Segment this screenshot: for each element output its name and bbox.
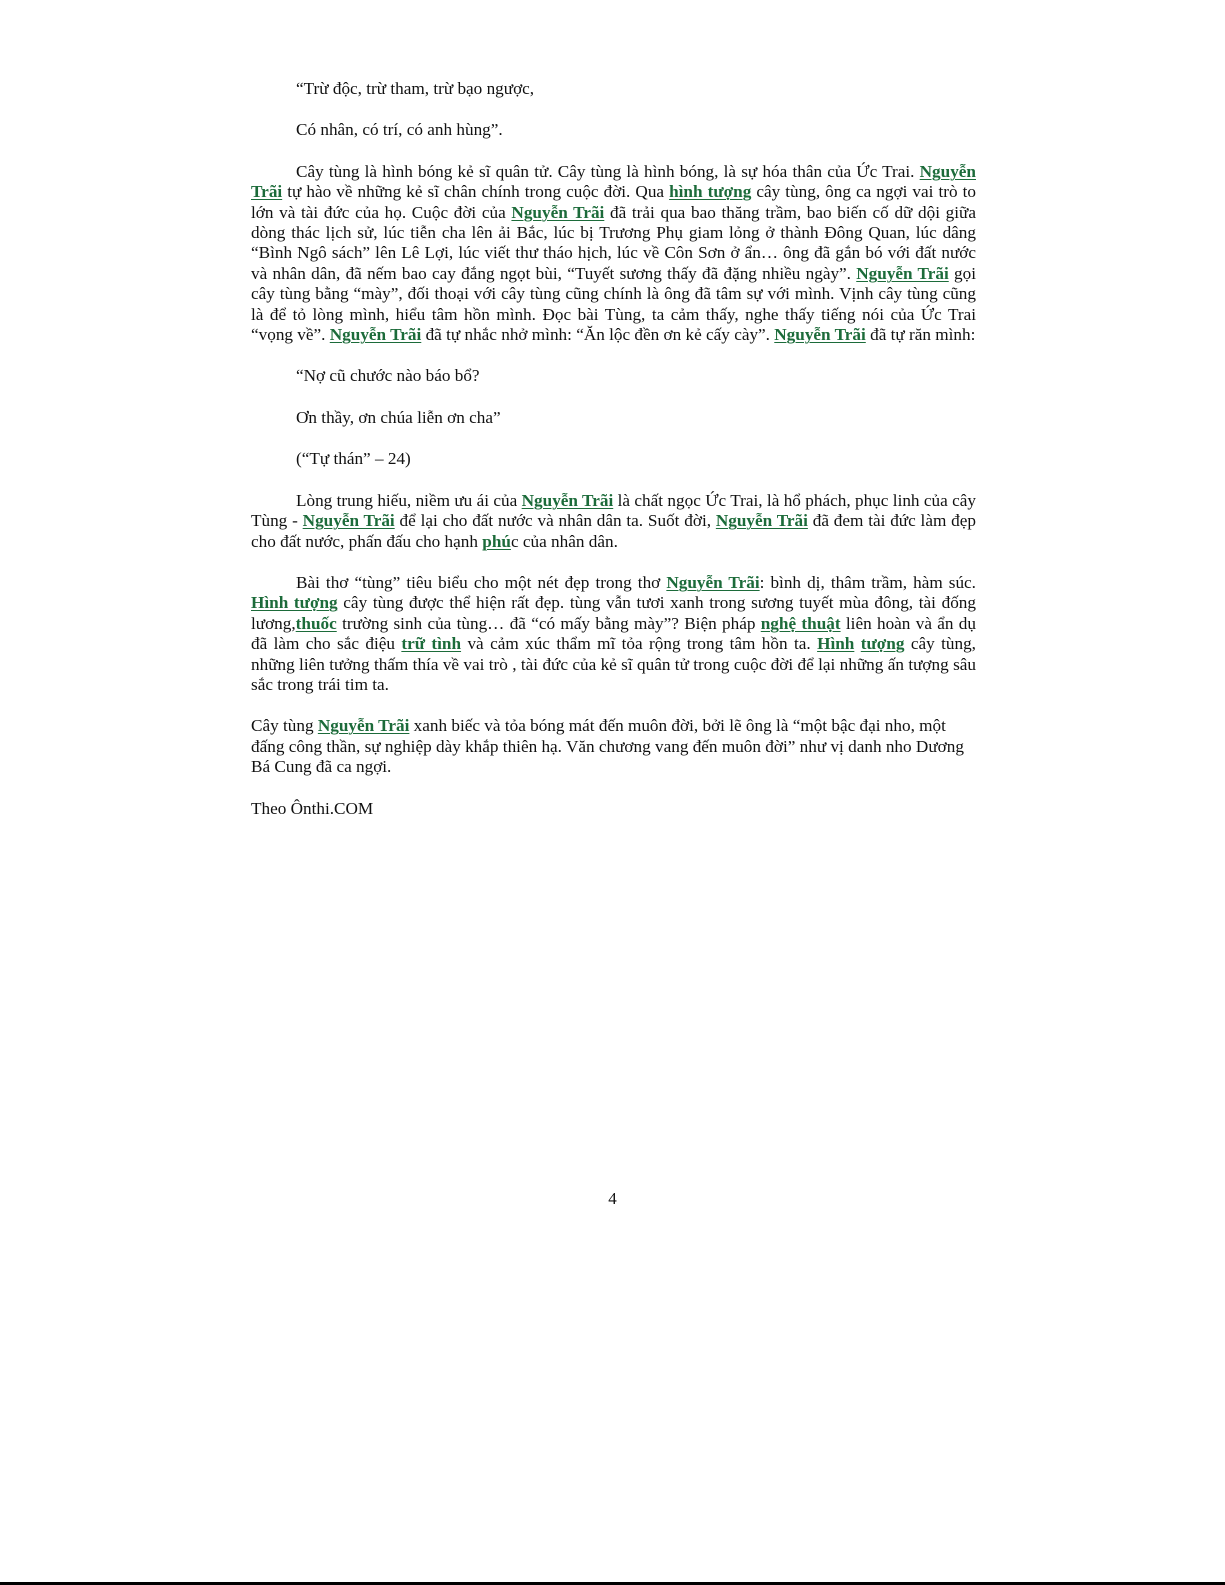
link-nguyen-trai[interactable]: Nguyễn Trãi <box>856 263 949 283</box>
link-nguyen-trai[interactable]: Nguyễn Trãi <box>521 490 614 510</box>
page-number: 4 <box>608 1189 617 1208</box>
link-phuc[interactable]: phú <box>482 531 511 551</box>
link-nguyen-trai[interactable]: Nguyễn Trãi <box>251 161 976 202</box>
text-run: liên hoàn và ẩn dụ đã làm cho sắc điệu <box>251 613 976 654</box>
link-tuong[interactable]: tượng <box>860 634 905 654</box>
link-hinh-tuong[interactable]: Hình tượng <box>251 593 338 613</box>
link-nguyen-trai[interactable]: Nguyễn Trãi <box>511 202 605 222</box>
text-run: là chất ngọc Ức Trai, là hổ phách, phục linh của cây Tùng - <box>251 490 976 531</box>
source-credit: Theo Ônthi.COM <box>251 798 374 818</box>
text-run: đã trải qua bao thăng trầm, bao biến cố dữ dội giữa dòng thác lịch sử, lúc tiễn cha lên ải Bắc, lúc bị Trương Phụ giam lỏng ở thành Đông Quan, lúc dâng “Bình Ngô sách” lên Lê Lợi, lúc viết thư tháo hịch, lúc về Côn Sơn ở ẩn… ông đã gắn bó với đất nước và nhân dân, đã nếm bao cay đắng ngọt bùi, “Tuyết sương thấy đã đặng nhiều ngày”. <box>251 202 976 283</box>
verse-line: Có nhân, có trí, có anh hùng”. <box>296 120 503 140</box>
verse-line: Ơn thầy, ơn chúa liễn ơn cha” <box>296 407 501 427</box>
paragraph-ket-luan <box>251 716 976 777</box>
text-run: Bài thơ “tùng” tiêu biểu cho một nét đẹp trong thơ <box>296 572 667 592</box>
link-nguyen-trai[interactable]: Nguyễn Trãi <box>715 511 808 531</box>
link-thuoc[interactable]: thuốc <box>295 613 337 633</box>
text-run: để lại cho đất nước và nhân dân ta. Suốt đời, <box>394 511 716 531</box>
text-run: c của nhân dân. <box>510 531 618 551</box>
link-nguyen-trai[interactable]: Nguyễn Trãi <box>302 511 395 531</box>
text-run: xanh biếc và tỏa bóng mát đến muôn đời, bởi lẽ ông là “một bậc đại nho, một đấng công thần, sự nghiệp dày khắp thiên hạ. Văn chương vang đến muôn đời” như vị danh nho Dương Bá Cung đã ca ngợi. <box>251 716 964 777</box>
link-nguyen-trai[interactable]: Nguyễn Trãi <box>774 325 866 345</box>
link-nguyen-trai[interactable]: Nguyễn Trãi <box>666 572 760 592</box>
link-hinh-tuong[interactable]: hình tượng <box>669 182 752 202</box>
text-run: đã tự nhắc nhở mình: “Ăn lộc đền ơn kẻ cấy cày”. <box>421 325 775 345</box>
text-run: : bình dị, thâm trầm, hàm súc. <box>759 572 976 592</box>
text-run: gọi cây tùng bằng “mày”, đối thoại với cây tùng cũng chính là ông đã tâm sự với mình. Vịnh cây tùng cũng là để tỏ lòng mình, hiểu tâm hồn mình. Đọc bài Tùng, ta cảm thấy, nghe thấy tiếng nói của Ức Trai “vọng về”. <box>251 263 976 345</box>
text-run: cây tùng, ông ca ngợi vai trò to lớn và tài đức của họ. Cuộc đời của <box>251 182 976 222</box>
text-run: Cây tùng <box>251 716 318 736</box>
text-run: và cảm xúc thẩm mĩ tỏa rộng trong tâm hồn ta. <box>461 634 818 654</box>
link-nguyen-trai[interactable]: Nguyễn Trãi <box>317 716 410 736</box>
text-run: Lòng trung hiếu, niềm ưu ái của <box>296 490 522 510</box>
link-nghe-thuat[interactable]: nghệ thuật <box>760 613 841 633</box>
text-run: đã tự răn mình: <box>865 325 976 345</box>
text-run: đã đem tài đức làm đẹp cho đất nước, phấn đấu cho hạnh <box>251 511 976 551</box>
text-run: cây tùng được thể hiện rất đẹp. tùng vẫn tươi xanh trong sương tuyết mùa đông, tài đống lương, <box>251 593 976 633</box>
page-content <box>251 79 976 819</box>
paragraph-bai-tho-tung <box>251 573 976 695</box>
text-run: Cây tùng là hình bóng kẻ sĩ quân tử. Cây tùng là hình bóng, là sự hóa thân của Ức Trai. <box>296 161 920 181</box>
link-tru-tinh[interactable]: trữ tình <box>401 634 462 654</box>
verse-line: “Nợ cũ chước nào báo bổ? <box>296 366 480 386</box>
paragraph-long-trung-hieu <box>251 491 976 552</box>
verse-source: (“Tự thán” – 24) <box>296 449 411 469</box>
link-nguyen-trai[interactable]: Nguyễn Trãi <box>329 325 422 345</box>
text-run: cây tùng, những liên tưởng thấm thía về vai trò , tài đức của kẻ sĩ quân tử trong cuộc đời để lại những ấn tượng sâu sắc trong trái tim ta. <box>251 634 976 694</box>
verse-line: “Trừ độc, trừ tham, trừ bạo ngược, <box>296 79 535 98</box>
link-hinh[interactable]: Hình <box>817 634 855 654</box>
text-run: trường sinh của tùng… đã “có mấy bằng mày”? Biện pháp <box>336 613 761 633</box>
paragraph-cay-tung <box>251 162 976 346</box>
text-run: tự hào về những kẻ sĩ chân chính trong cuộc đời. Qua <box>282 182 670 202</box>
